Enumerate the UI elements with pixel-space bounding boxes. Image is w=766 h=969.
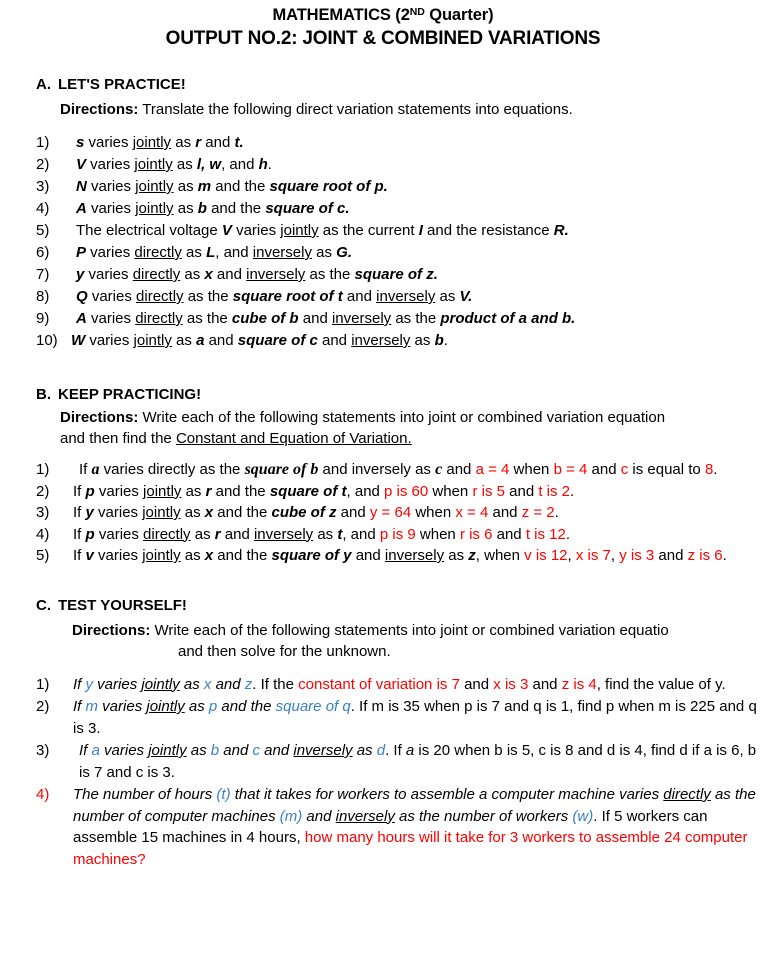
list-item-number: 2) bbox=[36, 482, 50, 500]
list-item-text: If a varies jointly as b and c and inversely as d. If a is 20 when b is 5, c is 8 and d is 4, find d if a is 6, b is 7 and c is 3. bbox=[79, 742, 757, 781]
section-c-heading bbox=[36, 597, 766, 614]
list-item bbox=[36, 198, 766, 220]
section-c-directions-label: Directions: bbox=[72, 621, 151, 639]
list-item-number: 3) bbox=[36, 504, 50, 521]
list-item-text: If p varies directly as r and inversely as t, and p is 9 when r is 6 and t is 12. bbox=[73, 525, 571, 543]
section-c-question-list bbox=[36, 674, 766, 871]
section-b-directions-line2 bbox=[60, 428, 766, 449]
list-item-number: 4) bbox=[36, 200, 50, 217]
list-item-number: 8) bbox=[36, 288, 50, 305]
list-item bbox=[36, 524, 766, 546]
list-item-number: 6) bbox=[36, 244, 50, 261]
list-item bbox=[36, 545, 766, 567]
list-item-text: The number of hours (t) that it takes for workers to assemble a computer machine varies directly as the number of computer machines (m) and inversely as the number of workers (w). If 5 workers can assemble 15 machines in 4 hours, how many hours will it take for 3 workers to assemble 24 computer machines? bbox=[73, 786, 756, 868]
section-c-title: TEST YOURSELF! bbox=[58, 596, 187, 614]
section-a-title: LET'S PRACTICE! bbox=[58, 76, 186, 93]
list-item bbox=[36, 696, 766, 739]
list-item-number: 10) bbox=[36, 332, 58, 349]
list-item bbox=[36, 286, 766, 308]
section-b bbox=[0, 386, 766, 567]
list-item-text: W varies jointly as a and square of c and inversely as b. bbox=[71, 332, 448, 349]
list-item-text: If y varies jointly as x and the cube of z and y = 64 when x = 4 and z = 2. bbox=[73, 504, 559, 521]
list-item-text: If p varies jointly as r and the square of t, and p is 60 when r is 5 and t is 2. bbox=[73, 482, 575, 500]
section-b-heading bbox=[36, 386, 766, 403]
list-item bbox=[36, 132, 766, 154]
list-item-number: 7) bbox=[36, 266, 50, 283]
title-ordinal-suffix: ND bbox=[409, 6, 425, 18]
section-b-title: KEEP PRACTICING! bbox=[58, 386, 202, 403]
page-title-line2: OUTPUT NO.2: JOINT & COMBINED VARIATIONS bbox=[165, 28, 601, 49]
list-item bbox=[36, 481, 766, 503]
list-item-number: 3) bbox=[36, 742, 50, 759]
list-item bbox=[36, 459, 766, 481]
list-item-number: 4) bbox=[36, 525, 50, 543]
list-item-text: A varies jointly as b and the square of c. bbox=[76, 200, 350, 217]
list-item bbox=[36, 502, 766, 524]
list-item-number: 2) bbox=[36, 156, 50, 173]
section-c bbox=[0, 597, 766, 871]
section-c-letter: C. bbox=[36, 596, 51, 614]
list-item bbox=[36, 220, 766, 242]
section-b-directions-label: Directions: bbox=[60, 409, 139, 426]
section-b-letter: B. bbox=[36, 386, 51, 403]
section-c-directions-line2: and then solve for the unknown. bbox=[178, 642, 391, 660]
section-b-directions-text: Write each of the following statements into joint or combined variation equation bbox=[138, 409, 666, 426]
list-item-text: y varies directly as x and inversely as the square of z. bbox=[76, 266, 438, 283]
list-item-text: A varies directly as the cube of b and inversely as the product of a and b. bbox=[76, 310, 576, 327]
list-item-number: 3) bbox=[36, 178, 50, 195]
list-item-number: 1) bbox=[36, 675, 50, 693]
list-item bbox=[36, 784, 766, 870]
list-item-text: V varies jointly as l, w, and h. bbox=[76, 156, 272, 173]
list-item-text: Q varies directly as the square root of t and inversely as V. bbox=[76, 288, 473, 305]
list-item bbox=[36, 740, 766, 783]
section-a-directions bbox=[36, 99, 766, 120]
section-a-directions-label: Directions: bbox=[60, 101, 139, 118]
page-title-line1 bbox=[0, 4, 766, 25]
list-item-number: 2) bbox=[36, 698, 50, 715]
list-item-text: N varies jointly as m and the square root of p. bbox=[76, 178, 388, 195]
section-a-letter: A. bbox=[36, 76, 51, 93]
title-subject: MATHEMATICS (2 bbox=[272, 6, 410, 24]
list-item-text: If v varies jointly as x and the square of y and inversely as z, when v is 12, x is 7, y is 3 and z is 6. bbox=[73, 547, 727, 564]
section-c-directions bbox=[36, 620, 766, 662]
title-quarter: Quarter) bbox=[424, 6, 494, 24]
section-b-directions bbox=[36, 407, 766, 449]
section-a bbox=[0, 76, 766, 352]
section-c-directions-text: Write each of the following statements into joint or combined variation equatio bbox=[150, 621, 669, 639]
section-b-directions-line2-underlined: Constant and Equation of Variation. bbox=[175, 430, 412, 447]
list-item bbox=[36, 330, 766, 352]
section-b-question-list bbox=[36, 459, 766, 567]
list-item-text: P varies directly as L, and inversely as G. bbox=[76, 244, 352, 261]
list-item-number: 5) bbox=[36, 222, 50, 239]
list-item-text: If a varies directly as the square of b and inversely as c and a = 4 when b = 4 and c is equal to 8. bbox=[79, 461, 718, 478]
section-a-question-list bbox=[36, 132, 766, 352]
list-item-text: The electrical voltage V varies jointly as the current I and the resistance R. bbox=[76, 222, 569, 239]
list-item-text: If y varies jointly as x and z. If the constant of variation is 7 and x is 3 and z is 4, find the value of y. bbox=[73, 675, 726, 693]
list-item-number: 4) bbox=[36, 786, 50, 803]
list-item bbox=[36, 154, 766, 176]
list-item-number: 9) bbox=[36, 310, 50, 327]
section-a-directions-text: Translate the following direct variation statements into equations. bbox=[138, 101, 573, 118]
list-item-number: 1) bbox=[36, 134, 50, 151]
list-item bbox=[36, 308, 766, 330]
list-item bbox=[36, 242, 766, 264]
list-item bbox=[36, 674, 766, 696]
list-item-number: 5) bbox=[36, 547, 50, 564]
list-item-text: s varies jointly as r and t. bbox=[76, 134, 244, 151]
section-a-heading bbox=[36, 76, 766, 93]
list-item bbox=[36, 264, 766, 286]
section-b-directions-line2-pre: and then find the bbox=[60, 430, 176, 447]
list-item-text: If m varies jointly as p and the square of q. If m is 35 when p is 7 and q is 1, find p when m is 225 and q is 3. bbox=[73, 698, 757, 737]
list-item-number: 1) bbox=[36, 461, 50, 478]
list-item bbox=[36, 176, 766, 198]
